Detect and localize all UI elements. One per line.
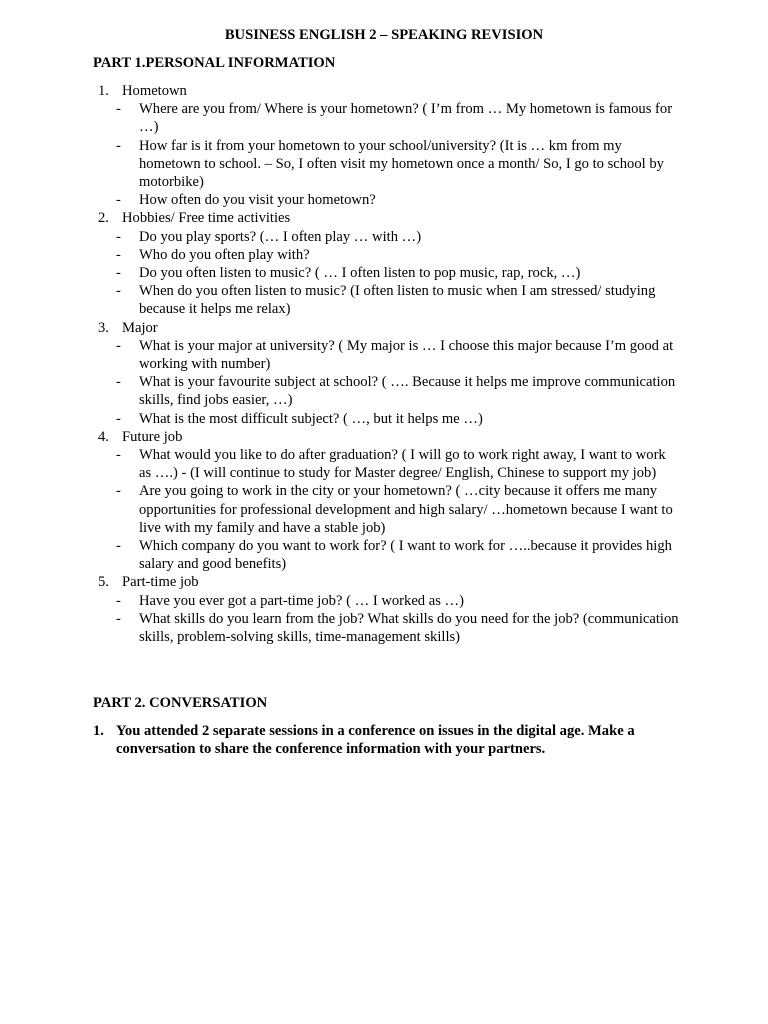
dash-bullet: - <box>116 265 121 282</box>
question-item <box>0 282 768 318</box>
dash-bullet: - <box>116 610 121 627</box>
question-item <box>0 410 768 428</box>
question-item <box>0 537 768 573</box>
question-item <box>0 610 768 646</box>
question-item <box>0 137 768 192</box>
task-text: You attended 2 separate sessions in a conference on issues in the digital age. Make a conversation to share the conference information with your partners. <box>116 723 635 758</box>
topic-hometown <box>0 82 768 100</box>
dash-bullet: - <box>116 374 121 391</box>
dash-bullet: - <box>116 192 121 209</box>
topic-future-job <box>0 428 768 446</box>
topic-hobbies <box>0 209 768 227</box>
topic-major <box>0 319 768 337</box>
question-item <box>0 337 768 373</box>
topic-number: 5. <box>98 574 109 591</box>
topic-part-time-job <box>0 573 768 591</box>
part1-topic-list <box>0 82 768 646</box>
question-text: What would you like to do after graduation? ( I will go to work right away, I want to work as ….) - (I will continue to study for Master degree/ English, Chinese to support my job) <box>139 447 666 482</box>
dash-bullet: - <box>116 246 121 263</box>
question-text: What is your major at university? ( My major is … I choose this major because I’m good at working with number) <box>139 337 674 373</box>
topic-number: 2. <box>98 210 109 227</box>
question-item <box>0 482 768 537</box>
part2-heading: PART 2. CONVERSATION <box>93 695 268 711</box>
question-text: When do you often listen to music? (I often listen to music when I am stressed/ studying because it helps me relax) <box>139 283 656 318</box>
dash-bullet: - <box>116 228 121 245</box>
question-item <box>0 592 768 610</box>
question-text: Do you play sports? (… I often play … with …) <box>139 228 422 245</box>
topic-number: 1. <box>98 83 109 99</box>
topic-label: Future job <box>122 428 183 445</box>
document-title: BUSINESS ENGLISH 2 – SPEAKING REVISION <box>224 27 544 43</box>
topic-label: Hobbies/ Free time activities <box>122 210 291 227</box>
question-text: Who do you often play with? <box>139 246 310 263</box>
part1-heading: PART 1.PERSONAL INFORMATION <box>93 55 336 71</box>
question-item <box>0 100 768 136</box>
dash-bullet: - <box>116 410 121 427</box>
question-item <box>0 264 768 282</box>
dash-bullet: - <box>116 337 121 354</box>
task-number: 1. <box>93 723 104 739</box>
question-text: How far is it from your hometown to your school/university? (It is … km from my hometown to school. – So, I often visit my hometown once a month/ So, I go to school by motorbike) <box>139 137 664 191</box>
question-text: Do you often listen to music? ( … I often listen to pop music, rap, rock, …) <box>139 265 581 282</box>
question-item <box>0 246 768 264</box>
topic-label: Major <box>122 319 158 336</box>
question-text: What is the most difficult subject? ( …, but it helps me …) <box>139 410 483 427</box>
question-text: Which company do you want to work for? ( I want to work for …..because it provides high salary and good benefits) <box>139 538 672 573</box>
dash-bullet: - <box>116 483 121 500</box>
question-item <box>0 446 768 482</box>
question-text: Where are you from/ Where is your hometown? ( I’m from … My hometown is famous for …) <box>139 101 673 136</box>
question-text: What is your favourite subject at school? ( …. Because it helps me improve communication skills, find jobs easier, …) <box>139 374 676 409</box>
dash-bullet: - <box>116 101 121 118</box>
question-text: How often do you visit your hometown? <box>139 192 376 209</box>
topic-label: Hometown <box>122 83 187 99</box>
question-item <box>0 191 768 209</box>
topic-number: 4. <box>98 428 109 445</box>
dash-bullet: - <box>116 283 121 300</box>
question-item <box>0 373 768 409</box>
dash-bullet: - <box>116 447 121 464</box>
question-text: What skills do you learn from the job? What skills do you need for the job? (communication skills, problem-solving skills, time-management skills) <box>139 610 679 646</box>
topic-number: 3. <box>98 319 109 336</box>
question-text: Are you going to work in the city or your hometown? ( …city because it offers me many opportunities for professional development and high salary/ …hometown because I want to live with my family and have a stable job) <box>139 483 673 536</box>
dash-bullet: - <box>116 538 121 555</box>
question-text: Have you ever got a part-time job? ( … I worked as …) <box>139 592 465 609</box>
dash-bullet: - <box>116 137 121 154</box>
conversation-task <box>0 722 768 758</box>
topic-label: Part-time job <box>122 574 199 591</box>
dash-bullet: - <box>116 592 121 609</box>
question-item <box>0 228 768 246</box>
